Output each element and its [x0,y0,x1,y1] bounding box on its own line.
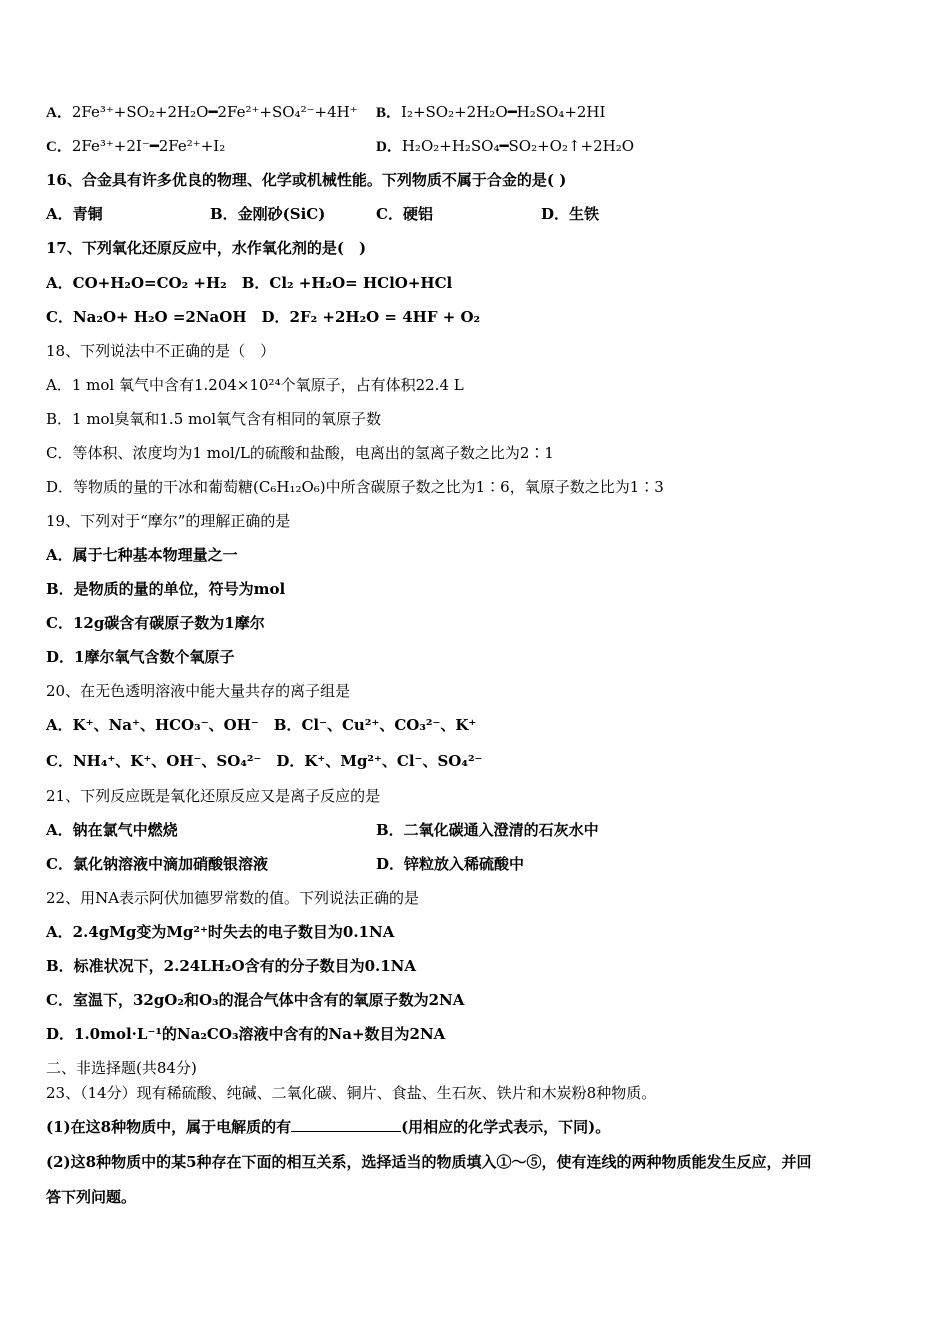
q17-options-cd: C．Na₂O+ H₂O =2NaOH D．2F₂ +2H₂O = 4HF + O₂ [46,308,481,326]
section-heading: 二、非选择题(共84分) [46,1059,197,1077]
q22-option-d: D．1.0mol·L⁻¹的Na₂CO₃溶液中含有的Na+数目为2NA [46,1025,446,1043]
q15-option-b-text: I₂+SO₂+2H₂O━H₂SO₄+2HI [401,103,606,121]
q21-option-c: C．氯化钠溶液中滴加硝酸银溶液 [46,855,268,873]
q15-option-a-text: 2Fe³⁺+SO₂+2H₂O━2Fe²⁺+SO₄²⁻+4H⁺ [71,103,358,121]
q21-option-a: A．钠在氯气中燃烧 [46,821,178,839]
q16-option-c: C．硬铝 [376,205,433,223]
q18-stem: 18、下列说法中不正确的是（ ） [46,342,276,360]
q22-option-b: B．标准状况下，2.24LH₂O含有的分子数目为0.1NA [46,957,417,975]
q17-stem: 17、下列氧化还原反应中，水作氧化剂的是( ) [46,239,367,257]
q23-part2-line2: 答下列问题。 [46,1188,137,1206]
q21-stem: 21、下列反应既是氧化还原反应又是离子反应的是 [46,787,381,805]
q15-option-c: C．2Fe³⁺+2I⁻━2Fe²⁺+I₂ [46,137,226,155]
q22-option-c: C．室温下，32gO₂和O₃的混合气体中含有的氧原子数为2NA [46,991,465,1009]
q15-option-d-text: H₂O₂+H₂SO₄━SO₂+O₂↑+2H₂O [401,137,635,155]
q20-options-ab: A．K⁺、Na⁺、HCO₃⁻、OH⁻ B．Cl⁻、Cu²⁺、CO₃²⁻、K⁺ [46,716,477,734]
q20-stem: 20、在无色透明溶液中能大量共存的离子组是 [46,682,351,700]
q18-option-a: A．1 mol 氧气中含有1.204×10²⁴个氧原子，占有体积22.4 L [46,376,464,394]
q22-stem: 22、用NA表示阿伏加德罗常数的值。下列说法正确的是 [46,889,420,907]
q15-option-b: B．I₂+SO₂+2H₂O━H₂SO₄+2HI [376,103,606,121]
q23-part1: (1)在这8种物质中，属于电解质的有 (用相应的化学式表示，下同)。 [46,1118,611,1136]
q19-option-d: D．1摩尔氧气含数个氧原子 [46,648,235,666]
q16-option-d: D．生铁 [541,205,600,223]
answer-blank[interactable] [291,1117,401,1132]
q20-options-cd: C．NH₄⁺、K⁺、OH⁻、SO₄²⁻ D．K⁺、Mg²⁺、Cl⁻、SO₄²⁻ [46,752,483,770]
q19-stem: 19、下列对于“摩尔”的理解正确的是 [46,512,291,530]
q19-option-a: A．属于七种基本物理量之一 [46,546,238,564]
q18-option-b: B．1 mol臭氧和1.5 mol氧气含有相同的氧原子数 [46,410,382,428]
q21-option-d: D．锌粒放入稀硫酸中 [376,855,525,873]
q16-option-b: B．金刚砂(SiC) [210,205,326,223]
q21-option-b: B．二氧化碳通入澄清的石灰水中 [376,821,599,839]
q19-option-c: C．12g碳含有碳原子数为1摩尔 [46,614,265,632]
q23-part2-line1: (2)这8种物质中的某5种存在下面的相互关系，选择适当的物质填入①～⑤，使有连线的两种物质能发生反应，并回 [46,1153,812,1171]
q17-options-ab: A．CO+H₂O=CO₂ +H₂ B．Cl₂ +H₂O= HClO+HCl [46,274,453,292]
q23-stem: 23、（14分）现有稀硫酸、纯碱、二氧化碳、铜片、食盐、生石灰、铁片和木炭粉8种物质。 [46,1084,657,1102]
q16-stem: 16、合金具有许多优良的物理、化学或机械性能。下列物质不属于合金的是( ) [46,171,567,189]
q18-option-c: C．等体积、浓度均为1 mol/L的硫酸和盐酸，电离出的氢离子数之比为2∶1 [46,444,554,462]
q19-option-b: B．是物质的量的单位，符号为mol [46,580,286,598]
q15-option-c-text: 2Fe³⁺+2I⁻━2Fe²⁺+I₂ [71,137,226,155]
q15-option-d: D．H₂O₂+H₂SO₄━SO₂+O₂↑+2H₂O [376,137,635,155]
q16-option-a: A．青铜 [46,205,103,223]
q22-option-a: A．2.4gMg变为Mg²⁺时失去的电子数目为0.1NA [46,923,395,941]
q15-option-a: A．2Fe³⁺+SO₂+2H₂O━2Fe²⁺+SO₄²⁻+4H⁺ [46,103,358,121]
q18-option-d: D．等物质的量的干冰和葡萄糖(C₆H₁₂O₆)中所含碳原子数之比为1∶6，氧原子数之比为1∶3 [46,478,664,496]
